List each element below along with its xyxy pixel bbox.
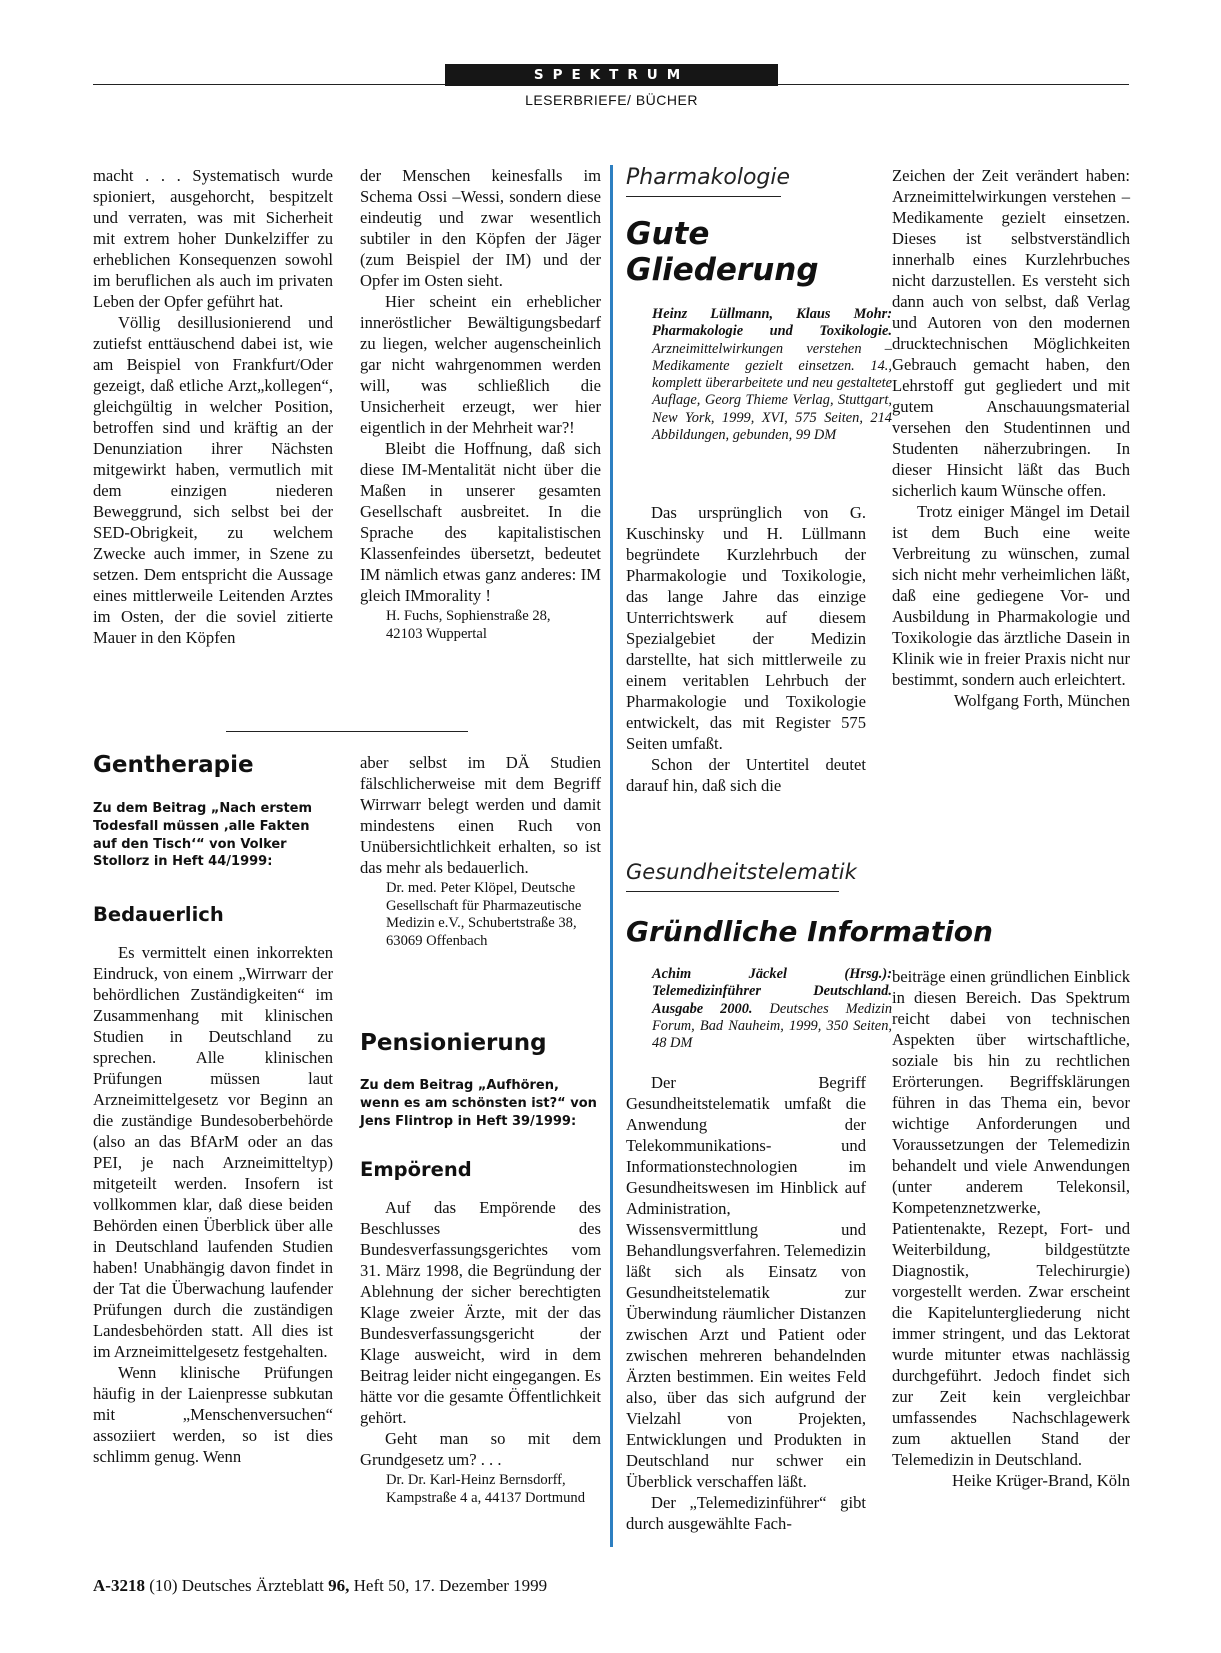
paragraph: der Menschen keinesfalls im Schema Ossi –Wessi, sondern diese eindeutig und zwar wesentlich subtiler in den Köpfen der Jäger (zum Beispiel der IM) und der Opfer im Osten sieht. [360, 166, 601, 290]
letter-cont-col1 [93, 165, 333, 648]
section-label: SPEKTRUM [533, 67, 690, 83]
letter-cont-col2 [360, 165, 601, 643]
page-footer [93, 1576, 547, 1596]
pensionierung-body [360, 1197, 601, 1507]
paragraph: Bleibt die Hoffnung, daß sich diese IM-Mentalität nicht über die Maßen in unserer gesamten Gesellschaft ausbreitet. In die Sprache des kapitalistischen Klassenfeindes übersetzt, bedeutet IM nämlich etwas ganz anderes: IM gleich IMmorality ! [360, 439, 601, 605]
paragraph: Hier scheint ein erheblicher inneröstlicher Bewältigungsbedarf zu liegen, welcher augenscheinlich gar nicht wahrgenommen werden will, was schließlich die Unsicherheit erzeugt, wer hier eigentlich in der Mehrheit war?! [360, 292, 601, 437]
paragraph: macht . . . Systematisch wurde spioniert, ausgehorcht, bespitzelt und verraten, was mit Sicherheit mit extrem hoher Dunkelziffer zu erheblichen Konsequenzen sowohl im beruflichen als auch im privaten Leben der Opfer geführt hat. [93, 166, 333, 311]
paragraph: Geht man so mit dem Grundgesetz um? . . . [360, 1429, 601, 1469]
subsection-label: LESERBRIEFE/ BÜCHER [525, 92, 698, 108]
review-author: Heike Krüger-Brand, Köln [952, 1471, 1130, 1490]
accent-rule [610, 165, 613, 1547]
telematik-col4 [892, 966, 1130, 1491]
pharma-rubric-underline [626, 196, 781, 197]
telematik-rubric: Gesundheitstelematik [626, 860, 857, 884]
paragraph: Der Begriff Gesundheitstelematik umfaßt die Anwendung der Telekommunikations- und Informationstechnologien im Gesundheitswesen im Hinblick auf Administration, Wissensvermittlung und Behandlungsverfahren. Telemedizin läßt sich als Einsatz von Gesundheitstelematik zur Überwindung räumlicher Distanzen zwischen Arzt und Patient oder zwischen mehreren behandelnden Ärzten bestimmen. Ein weites Feld also, über das sich aufgrund der Vielzahl von Projekten, Entwicklungen und Produkten in Deutschland nur schwer ein Überblick verschaffen läßt. [626, 1073, 866, 1491]
letter-signature: H. Fuchs, Sophienstraße 28, 42103 Wuppertal [386, 608, 551, 642]
pharma-bibliography: Heinz Lüllmann, Klaus Mohr: Pharmakologie und Toxikologie. Arzneimittelwirkungen verstehen – Medikamente gezielt einsetzen. 14., komplett überarbeitete und neu gestaltete Auflage, Georg Thieme Verlag, Stuttgart, New York, 1999, XVI, 575 Seiten, 214 Abbildungen, gebunden, 99 DM [652, 306, 892, 444]
paragraph: Wenn klinische Prüfungen häufig in der Laienpresse subkutan mit „Menschenversuchen“ assoziiert werden, so ist dies schlimm genug. Wenn [93, 1363, 333, 1466]
section-banner [445, 64, 778, 86]
paragraph: Völlig desillusionierend und zutiefst enttäuschend dabei ist, wie am Beispiel von Frankfurt/Oder gezeigt, daß etliche Arzt„kollegen“, gleichgültig in welcher Position, betroffen sind und kräftig an der Denunziation ihrer Nächsten mitgewirkt haben, vermutlich mit dem einzigen niederen Beweggrund, sich selbst bei der SED-Obrigkeit, zu welchem Zwecke auch immer, in Szene zu setzen. Dem entspricht die Aussage eines mittlerweile Leitenden Arztes im Osten, der die soviel zitierte Mauer in den Köpfen [93, 313, 333, 647]
paragraph: aber selbst im DÄ Studien fälschlicherweise mit dem Begriff Wirrwarr belegt werden und damit mindestens einen Ruch von Unübersichtlichkeit erhalten, so ist das mehr als bedauerlich. [360, 753, 601, 877]
telematik-rubric-underline [626, 891, 839, 892]
gentherapie-col1 [93, 942, 333, 1467]
paragraph: Der „Telemedizinführer“ gibt durch ausgewählte Fach- [626, 1493, 866, 1533]
paragraph: Schon der Untertitel deutet darauf hin, daß sich die [626, 755, 866, 795]
paragraph: Trotz einiger Mängel im Detail ist dem Buch eine weite Verbreitung zu wünschen, zumal sich nicht mehr verheimlichen läßt, daß eine gediegene Vor- und Ausbildung in Pharmakologie und Toxikologie das ärztliche Dasein in Klinik wie in freier Praxis nicht nur bestimmt, sondern auch erleichtert. [892, 502, 1130, 689]
paragraph: Auf das Empörende des Beschlusses des Bundesverfassungsgerichtes vom 31. März 1998, die Begründung der Ablehnung der sicher berechtigten Klage zweier Ärzte, mit der das Bundesverfassungsgericht der Klage ausweicht, wird in dem Beitrag leider nicht eingegangen. Es hätte vor die gesamte Öffentlichkeit gehört. [360, 1198, 601, 1427]
pensionierung-heading: Pensionierung [360, 1030, 547, 1056]
page-code: A-3218 [93, 1576, 145, 1595]
telematik-bibliography: Achim Jäckel (Hrsg.): Telemedizinführer Deutschland. Ausgabe 2000. Deutsches Medizin Forum, Bad Nauheim, 1999, 350 Seiten, 48 DM [652, 966, 893, 1052]
pharma-col4 [892, 165, 1130, 711]
pensionierung-lead: Zu dem Beitrag „Aufhören, wenn es am schönsten ist?“ von Jens Flintrop in Heft 39/1999: [360, 1078, 597, 1129]
review-author: Wolfgang Forth, München [953, 691, 1130, 710]
pensionierung-signature: Dr. Dr. Karl-Heinz Bernsdorff, Kampstraße 4 a, 44137 Dortmund [386, 1472, 586, 1506]
pensionierung-subheading: Empörend [360, 1158, 472, 1181]
journal-name: Deutsches Ärzteblatt [181, 1576, 324, 1595]
pharma-col3 [626, 502, 866, 796]
gentherapie-subheading: Bedauerlich [93, 903, 224, 926]
letter-separator [226, 731, 468, 732]
issue-number: (10) [149, 1576, 178, 1595]
volume: 96, [328, 1576, 350, 1595]
issue-date: Heft 50, 17. Dezember 1999 [353, 1576, 548, 1595]
paragraph: Das ursprünglich von G. Kuschinsky und H. Lüllmann begründete Kurzlehrbuch der Pharmakologie und Toxikologie, das lange Jahre das einzige Unterrichtswerk auf diesem Spezialgebiet der Medizin darstellte, hat sich mittlerweile zu einem veritablen Lehrbuch der Pharmakologie und Toxikologie entwickelt, das mit Register 575 Seiten umfaßt. [626, 503, 866, 753]
gentherapie-heading: Gentherapie [93, 752, 254, 778]
paragraph: Zeichen der Zeit verändert haben: Arzneimittelwirkungen verstehen – Medikamente gezielt einsetzen. Dieses ist selbstverständlich innerhalb eines Kurzlehrbuches nicht darzustellen. Es versteht sich dann auch von selbst, daß Verlag und Autoren von den modernen drucktechnischen Möglichkeiten Gebrauch gemacht haben, den Lehrstoff gut gegliedert und mit gutem Anschauungsmaterial versehen den Studentinnen und Studenten näherzubringen. In dieser Hinsicht läßt das Buch sicherlich kaum Wünsche offen. [892, 166, 1130, 500]
paragraph: beiträge einen gründlichen Einblick in diesen Bereich. Das Spektrum reicht dabei von technischen Aspekten über wirtschaftliche, soziale bis hin zu rechtlichen Erörterungen. Begriffsklärungen führen in das Thema ein, bevor wichtige Anforderungen und Voraussetzungen der Telemedizin behandelt und viele Anwendungen (unter anderem Telekonsil, Kompetenznetzwerke, Patientenakte, Rezept, Fort- und Weiterbildung, bildgestützte Diagnostik, Telechirurgie) vorgestellt werden. Zwar erscheint die Kapiteluntergliederung nicht immer stringent, und das Lektorat wurde mitunter etwas nachlässig durchgeführt. Jedoch findet sich zur Zeit kein vergleichbar umfassendes Nachschlagewerk zum aktuellen Stand der Telemedizin in Deutschland. [892, 967, 1130, 1469]
telematik-title: Gründliche Information [626, 915, 993, 948]
gentherapie-signature: Dr. med. Peter Klöpel, Deutsche Gesellschaft für Pharmazeutische Medizin e.V., Schubertstraße 38, 63069 Offenbach [386, 880, 582, 949]
pharma-rubric: Pharmakologie [626, 165, 791, 190]
gentherapie-lead: Zu dem Beitrag „Nach erstem Todesfall müssen ‚alle Fakten auf den Tisch‘“ von Volker Stollorz in Heft 44/1999: [93, 801, 313, 870]
telematik-col3 [626, 1072, 866, 1534]
pharma-title: Gute Gliederung [626, 216, 819, 288]
paragraph: Es vermittelt einen inkorrekten Eindruck, von einem „Wirrwarr der behördlichen Zuständigkeiten“ im Zusammenhang mit klinischen Studien in Deutschland zu sprechen. Alle klinischen Prüfungen müssen laut Arzneimittelgesetz vor Beginn an die zuständige Bundesoberbehörde (also an das BfArM oder an das PEI, je nach Arzneimitteltyp) mitgeteilt werden. Insofern ist vollkommen klar, daß diese beiden Behörden einen Überblick über alle in Deutschland laufenden Studien haben! Unabhängig davon findet in der Tat die Überwachung laufender Prüfungen durch die zuständigen Landesbehörden statt. All dies ist im Arzneimittelgesetz festgehalten. [93, 943, 333, 1361]
gentherapie-col2 [360, 752, 601, 950]
